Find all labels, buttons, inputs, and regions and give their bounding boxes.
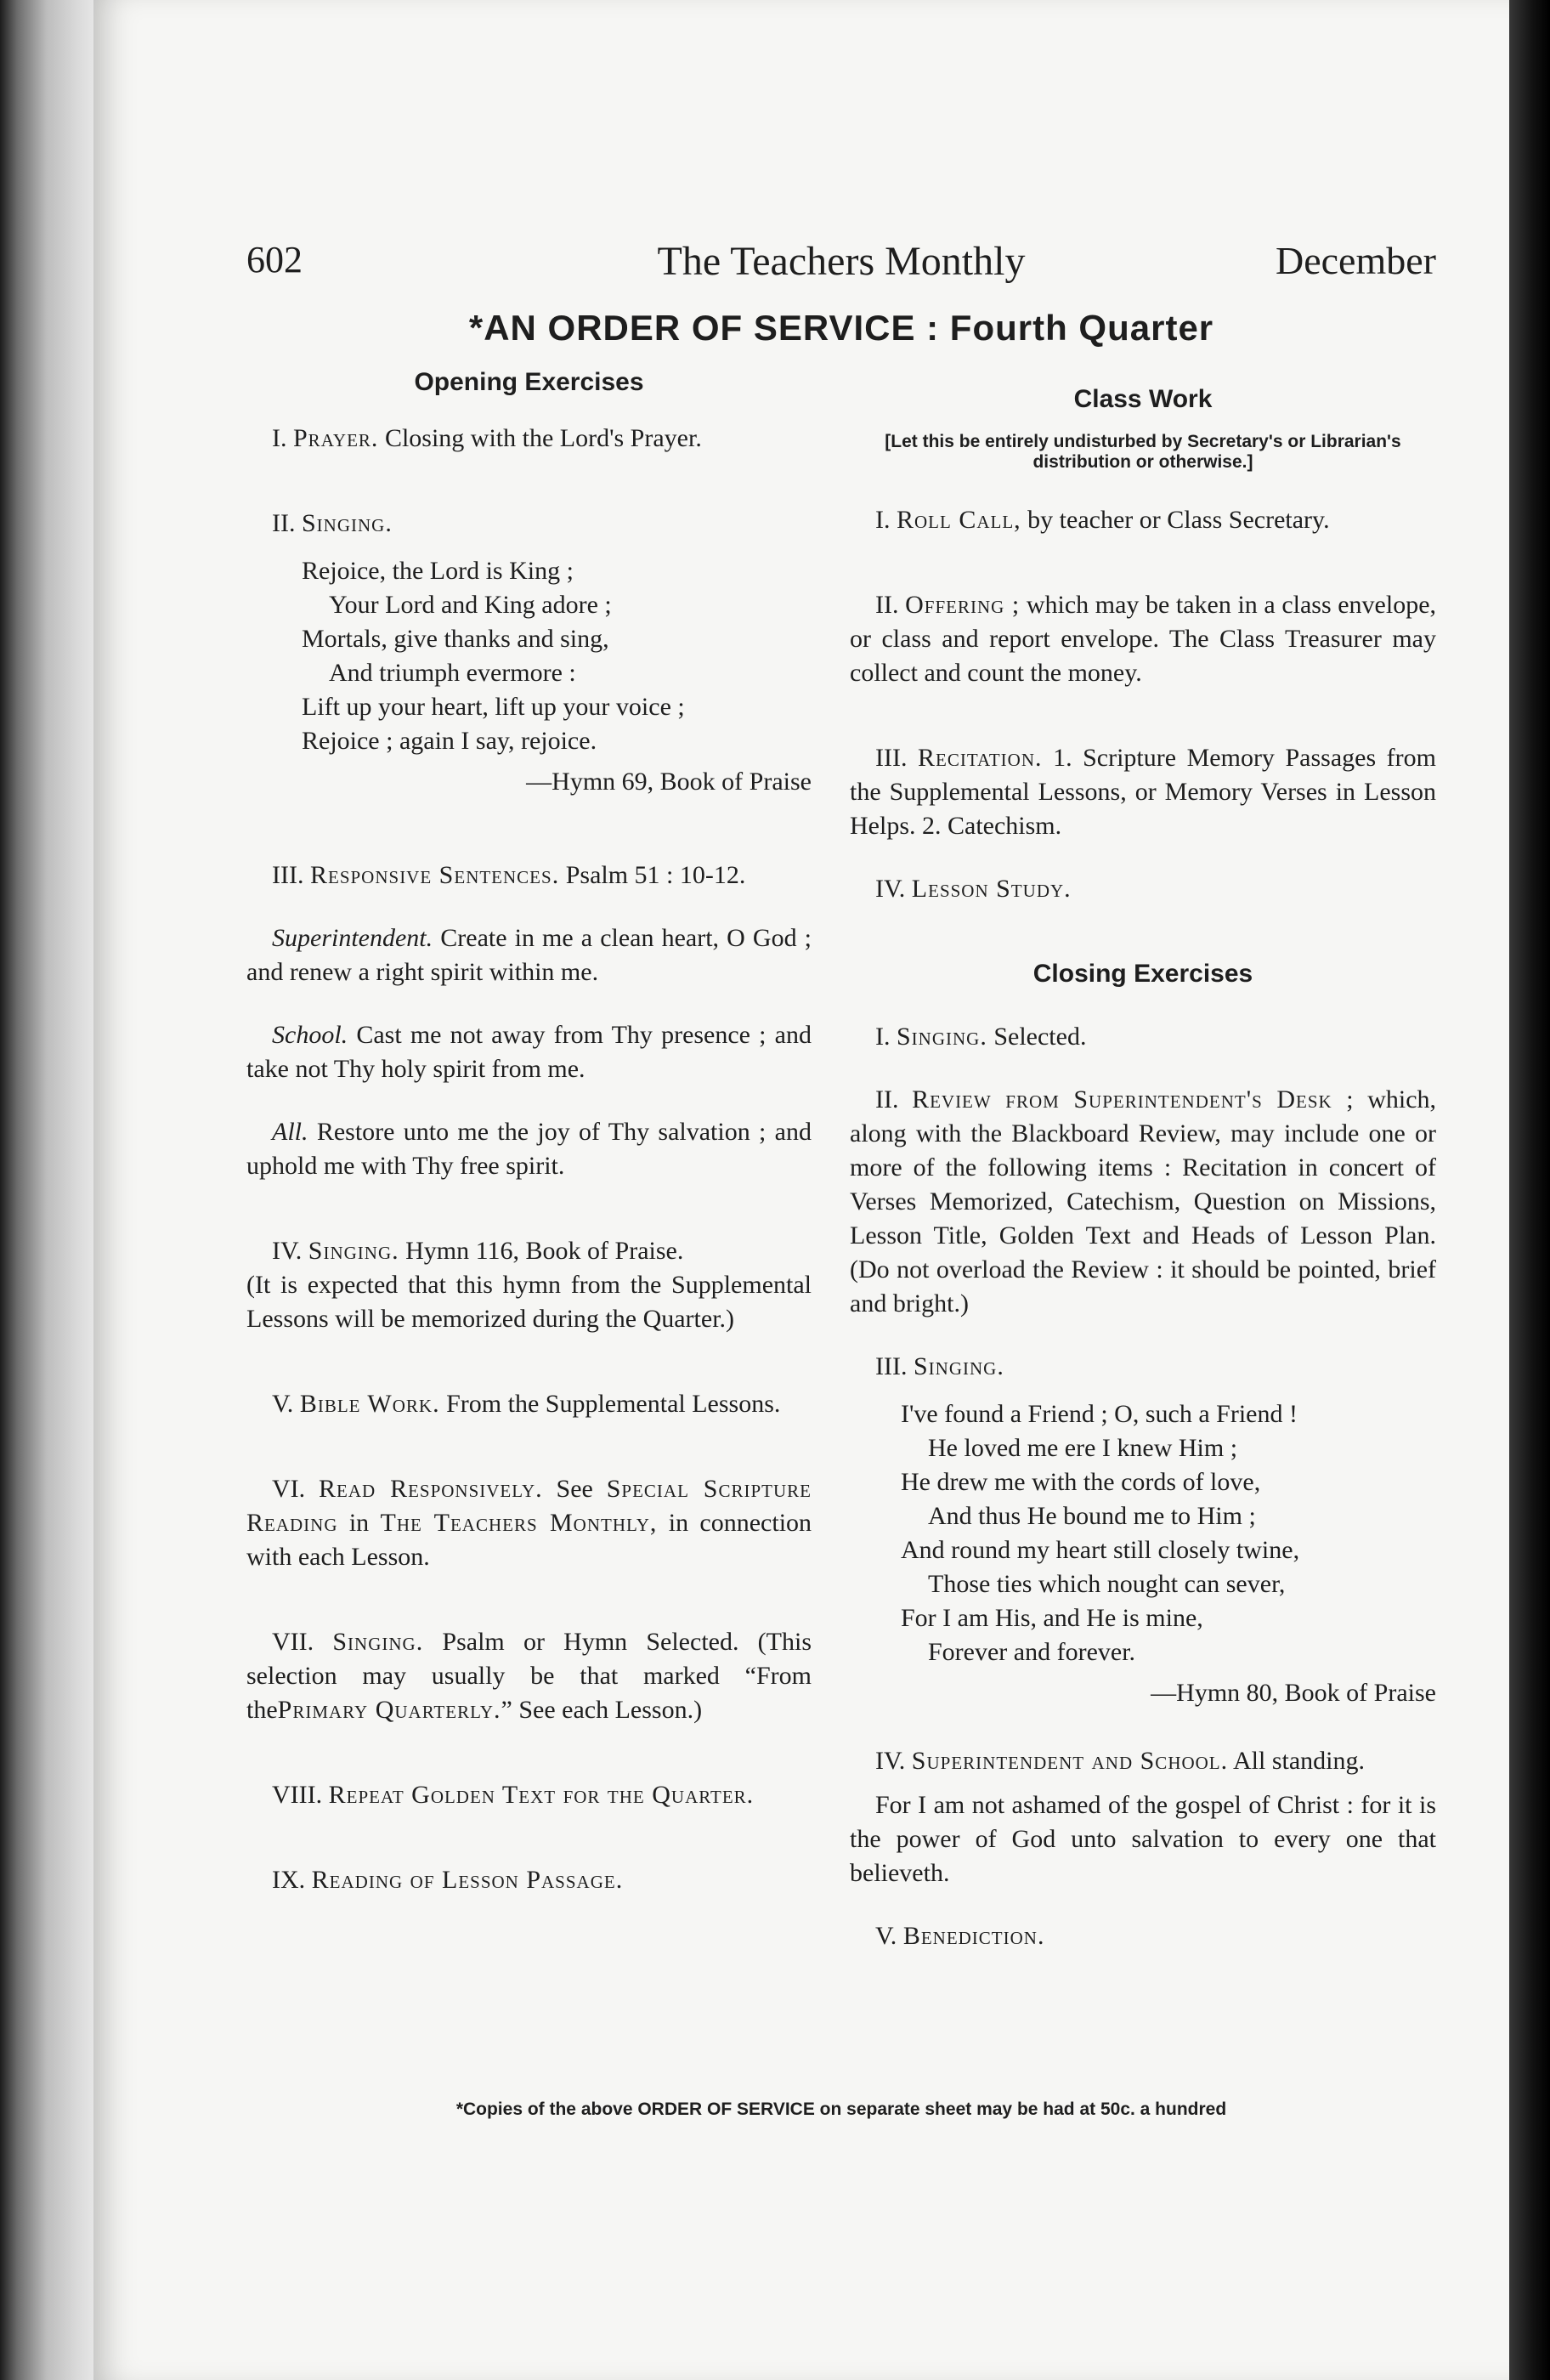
item-label: Prayer. xyxy=(293,424,379,452)
class-work-note: [Let this be entirely undisturbed by Secretary's or Librarian's distribution or otherwise.] xyxy=(885,432,1401,472)
item-number: V. xyxy=(875,1922,897,1950)
item-lesson-study xyxy=(850,872,1436,906)
item-bible-work xyxy=(246,1387,812,1421)
item-singing xyxy=(246,507,812,541)
item-number: IX. xyxy=(272,1866,306,1894)
footnote: *Copies of the above ORDER OF SERVICE on separate sheet may be had at 50c. a hundred xyxy=(455,2100,1227,2119)
item-number: I. xyxy=(875,1023,891,1051)
item-number: III. xyxy=(875,1352,908,1380)
item-text: See xyxy=(556,1475,593,1503)
verse-line: And triumph evermore : xyxy=(329,659,576,687)
item-label: Repeat Golden Text for the Quarter. xyxy=(328,1781,755,1809)
all-sentence xyxy=(246,1115,812,1183)
item-label: Recitation. xyxy=(918,744,1043,772)
item-label: Responsive Sentences. xyxy=(309,861,560,889)
item-label: Superintendent and School. xyxy=(911,1747,1229,1775)
item-label: Singing. xyxy=(897,1023,987,1051)
item-text: All standing. xyxy=(1233,1747,1365,1775)
item-offering xyxy=(850,588,1436,690)
item-prayer xyxy=(246,422,812,456)
sentence-text: Create in me a clean heart, O God ; and renew a right spirit within me. xyxy=(246,924,812,986)
book-binding-left xyxy=(0,0,102,2380)
page-number: 602 xyxy=(246,239,303,280)
superintendent-sentence xyxy=(246,921,812,989)
speaker-label: School. xyxy=(272,1021,348,1049)
item-number: III. xyxy=(875,744,908,772)
item-number: VI. xyxy=(272,1475,306,1503)
opening-exercises-heading: Opening Exercises xyxy=(414,368,644,396)
sentence-text: Cast me not away from Thy presence ; and take not Thy holy spirit from me. xyxy=(246,1021,812,1083)
item-number: III. xyxy=(272,861,304,889)
verse-line: Forever and forever. xyxy=(928,1638,1136,1666)
closing-item-singing xyxy=(850,1020,1436,1054)
closing-item-benediction xyxy=(850,1919,1436,1953)
item-label: Review from Superintendent's Desk ; xyxy=(912,1085,1355,1114)
running-title: The Teachers Monthly xyxy=(657,239,1026,284)
verse-line: Those ties which nought can sever, xyxy=(928,1570,1286,1598)
class-work-heading: Class Work xyxy=(1073,385,1213,413)
item-number: I. xyxy=(272,424,287,452)
speaker-label: Superintendent. xyxy=(272,924,433,952)
item-text: 1. Scripture Memory Passages from the Supplemental Lessons, or Memory Verses in Lesson Helps. 2. Catechism. xyxy=(850,744,1436,840)
verse-line: Lift up your heart, lift up your voice ; xyxy=(302,693,685,721)
item-responsive-sentences xyxy=(246,858,812,892)
item-label: Bible Work. xyxy=(299,1390,440,1418)
item-text: ” See each Lesson.) xyxy=(501,1696,703,1724)
item-number: VIII. xyxy=(272,1781,323,1809)
running-month: December xyxy=(1276,239,1436,282)
speaker-label: All. xyxy=(272,1118,308,1146)
verse-line: And thus He bound me to Him ; xyxy=(928,1502,1256,1530)
item-number: IV. xyxy=(272,1237,303,1265)
closing-verse-text: For I am not ashamed of the gospel of Christ : for it is the power of God unto salvation to every one that believeth. xyxy=(850,1791,1436,1887)
item-number: II. xyxy=(875,591,899,619)
item-roll-call xyxy=(850,503,1436,537)
running-header xyxy=(246,230,1436,289)
item-label: Benediction. xyxy=(902,1922,1045,1950)
item-text: in xyxy=(348,1509,370,1537)
item-text: Selected. xyxy=(993,1023,1087,1051)
item-number: V. xyxy=(272,1390,294,1418)
item-singing-psalm xyxy=(246,1625,812,1727)
item-number: II. xyxy=(875,1085,899,1114)
item-text: which, along with the Blackboard Review, may include one or more of the following items : Recitation in concert of Verses Memorized, Catechism, Question on Missions, Lesson Title, Golden Text and Heads of Lesson Plan. (Do not overload the Review : it should be pointed, brief and bright.) xyxy=(850,1085,1437,1318)
item-text: Special Scripture Reading xyxy=(246,1475,812,1537)
item-label: Offering ; xyxy=(905,591,1021,619)
item-recitation xyxy=(850,741,1436,843)
verse-line: He loved me ere I knew Him ; xyxy=(928,1434,1238,1462)
order-of-service-title: *AN ORDER OF SERVICE : Fourth Quarter xyxy=(468,308,1214,348)
verse-line: I've found a Friend ; O, such a Friend ! xyxy=(901,1400,1298,1428)
school-sentence xyxy=(246,1018,812,1086)
verse-line: And round my heart still closely twine, xyxy=(901,1536,1300,1564)
item-label: Reading of Lesson Passage. xyxy=(311,1866,624,1894)
verse-line: Rejoice, the Lord is King ; xyxy=(302,557,574,585)
verse-line: For I am His, and He is mine, xyxy=(901,1604,1203,1632)
item-number: I. xyxy=(875,506,891,534)
item-read-responsively xyxy=(246,1472,812,1574)
item-text: Primary Quarterly. xyxy=(277,1696,501,1724)
hymn-116-note: (It is expected that this hymn from the Supplemental Lessons will be memorized during the Quarter.) xyxy=(246,1271,812,1333)
hymn-69-reference: —Hymn 69, Book of Praise xyxy=(526,768,812,796)
hymn-80-reference: —Hymn 80, Book of Praise xyxy=(1151,1679,1436,1707)
closing-item-singing-hymn xyxy=(850,1350,1436,1384)
book-edge-right xyxy=(1508,0,1550,2380)
item-label: Singing. xyxy=(301,509,393,537)
item-label: Singing. xyxy=(308,1237,399,1265)
hymn-69-verse xyxy=(302,554,812,758)
closing-exercises-heading: Closing Exercises xyxy=(1032,960,1253,988)
item-label: Roll Call, xyxy=(897,506,1021,534)
right-column xyxy=(850,366,1436,1982)
closing-item-superintendent-school xyxy=(850,1744,1436,1778)
sentence-text: Restore unto me the joy of Thy salvation ; and uphold me with Thy free spirit. xyxy=(246,1118,812,1180)
item-text: Closing with the Lord's Prayer. xyxy=(384,424,702,452)
item-text: which may be taken in a class envelope, or class and report envelope. The Class Treasurer may collect and count the money. xyxy=(850,591,1437,687)
left-column xyxy=(246,366,812,1926)
item-number: IV. xyxy=(875,875,906,903)
closing-item-review xyxy=(850,1083,1436,1321)
item-number: IV. xyxy=(875,1747,906,1775)
verse-line: He drew me with the cords of love, xyxy=(901,1468,1261,1496)
verse-line: Your Lord and King adore ; xyxy=(329,591,612,619)
verse-line: Mortals, give thanks and sing, xyxy=(302,625,609,653)
item-label: Lesson Study. xyxy=(911,875,1072,903)
item-label: Read Responsively. xyxy=(319,1475,543,1503)
item-number: VII. xyxy=(272,1628,314,1656)
item-text: by teacher or Class Secretary. xyxy=(1027,506,1330,534)
book-page xyxy=(93,0,1509,2380)
item-text: Hymn 116, Book of Praise. xyxy=(405,1237,684,1265)
item-text: Psalm or Hymn Selected. (This selection may usually be that marked “From the xyxy=(246,1628,812,1724)
item-text: From the Supplemental Lessons. xyxy=(446,1390,781,1418)
item-text: Psalm 51 : 10-12. xyxy=(565,861,746,889)
item-label: Singing. xyxy=(332,1628,424,1656)
item-number: II. xyxy=(272,509,296,537)
item-label: Singing. xyxy=(913,1352,1004,1380)
item-singing-hymn-116 xyxy=(246,1234,812,1268)
hymn-80-verse xyxy=(901,1397,1436,1669)
item-text: The Teachers Monthly, xyxy=(380,1509,658,1537)
item-repeat-golden-text xyxy=(246,1778,812,1812)
verse-line: Rejoice ; again I say, rejoice. xyxy=(302,727,597,755)
item-reading-lesson-passage xyxy=(246,1863,812,1897)
item-text: in connection with each Lesson. xyxy=(246,1509,812,1571)
